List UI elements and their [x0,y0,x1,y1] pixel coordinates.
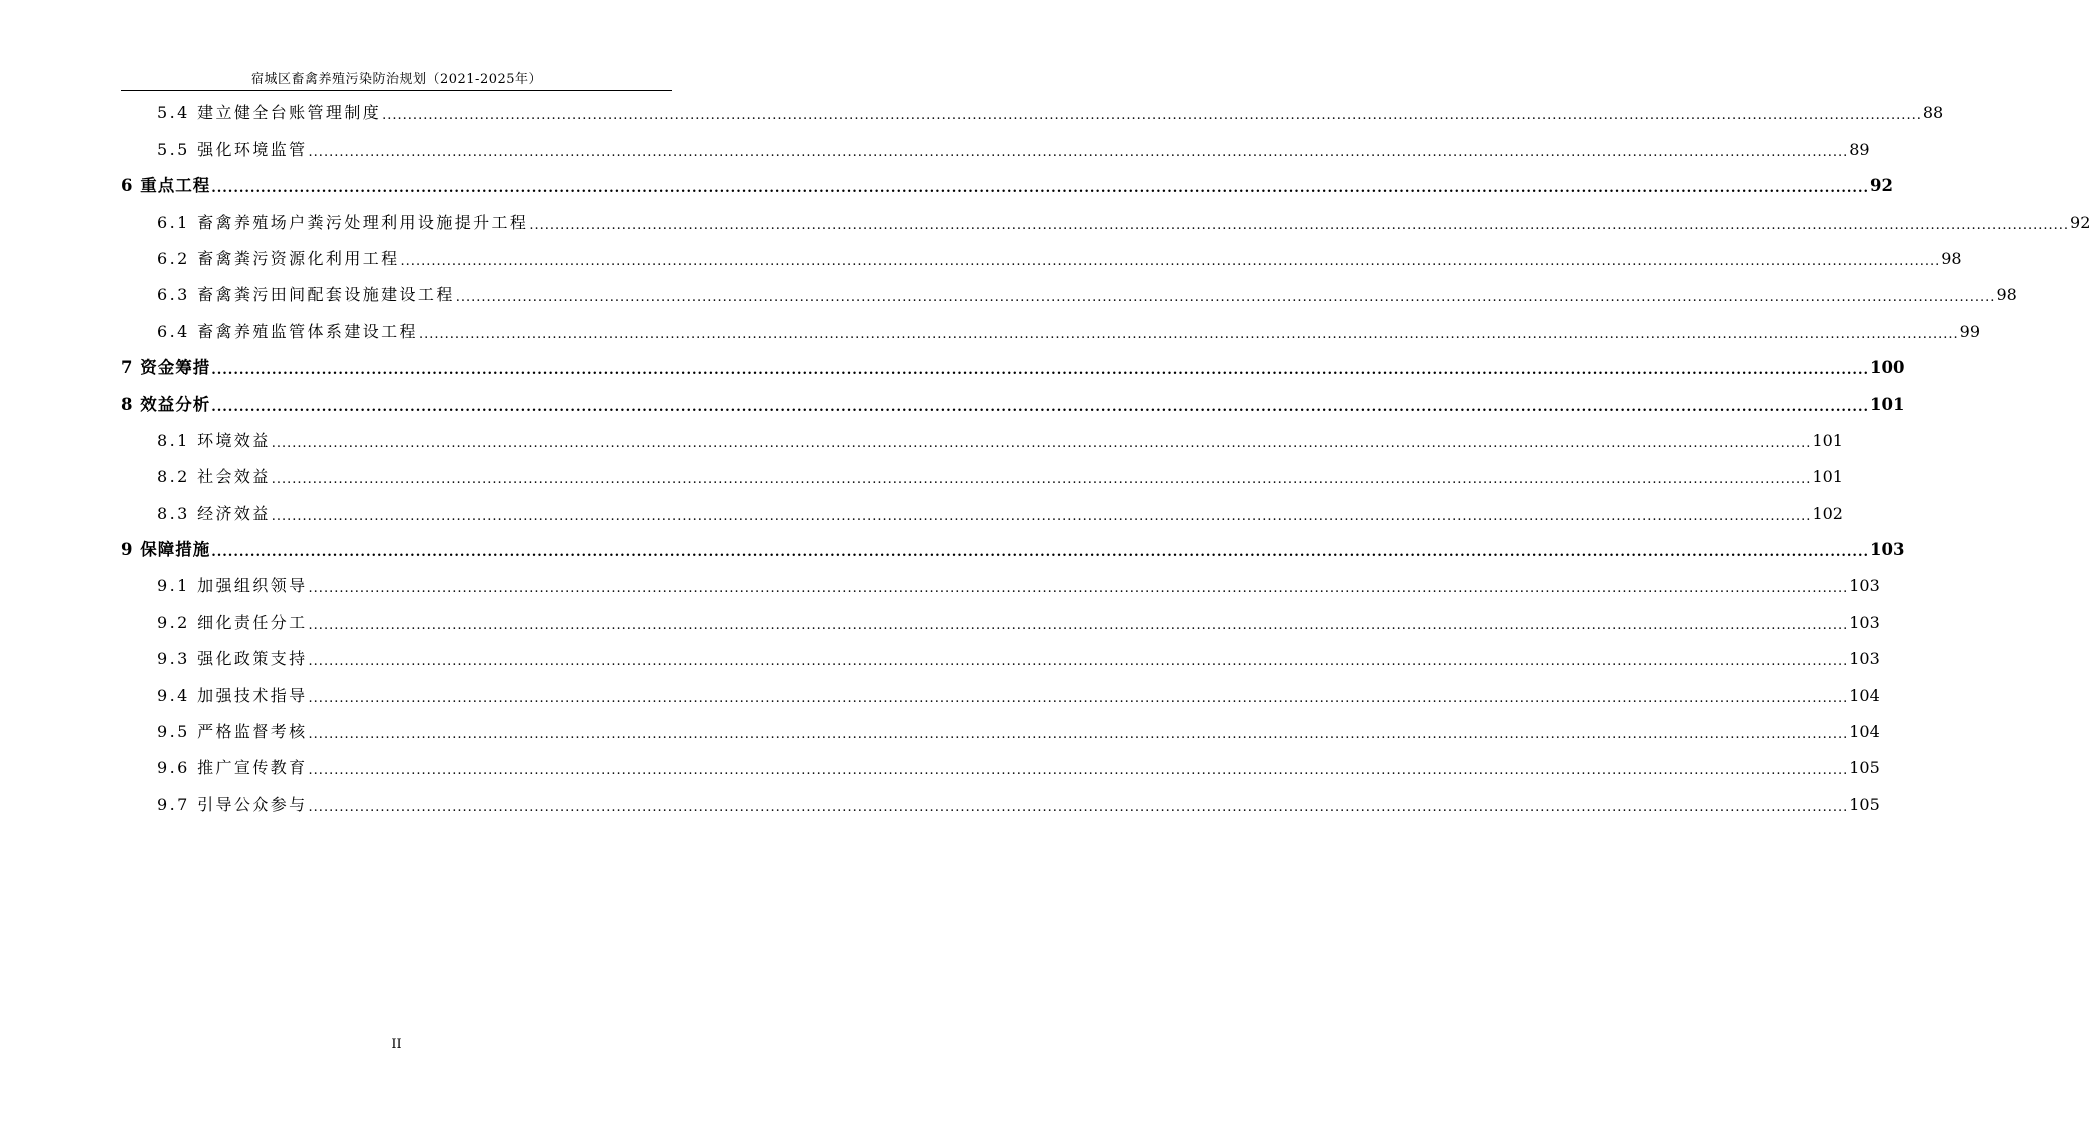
toc-leader-dots: ............................................................................................................................................................................................................................................................................................................ [308,727,1849,743]
toc-chapter-entry[interactable] [121,164,1893,200]
toc-leader-dots: ............................................................................................................................................................................................................................................................................................................ [211,181,1869,197]
toc-section-entry[interactable] [121,491,1843,527]
toc-entry-label: 7 资金筹措 [121,358,211,378]
toc-entry-label: 9.6 推广宣传教育 [157,758,308,778]
toc-entry-label: 6.3 畜禽粪污田间配套设施建设工程 [157,285,455,305]
toc-entry-page: 104 [1849,685,1880,705]
toc-leader-dots: ............................................................................................................................................................................................................................................................................................................ [455,290,1996,306]
toc-leader-dots: ............................................................................................................................................................................................................................................................................................................ [308,581,1849,597]
toc-entry-page: 88 [1922,103,1944,123]
toc-section-entry[interactable] [121,237,1962,273]
toc-section-entry[interactable] [121,91,1944,127]
toc-entry-label: 9.4 加强技术指导 [157,685,308,705]
toc-section-entry[interactable] [121,419,1843,455]
toc-leader-dots: ............................................................................................................................................................................................................................................................................................................ [211,399,1869,415]
toc-entry-label: 8.3 经济效益 [157,503,271,523]
toc-entry-label: 6 重点工程 [121,176,211,196]
toc-entry-label: 9 保障措施 [121,540,211,560]
toc-leader-dots: ............................................................................................................................................................................................................................................................................................................ [382,108,1922,124]
toc-entry-label: 6.1 畜禽养殖场户粪污处理利用设施提升工程 [157,212,529,232]
toc-leader-dots: ............................................................................................................................................................................................................................................................................................................ [308,799,1849,815]
toc-entry-label: 9.7 引导公众参与 [157,794,308,814]
toc-entry-page: 103 [1849,649,1880,669]
toc-entry-label: 5.4 建立健全台账管理制度 [157,103,382,123]
table-of-contents [121,91,2090,819]
toc-entry-page: 104 [1849,722,1880,742]
toc-section-entry[interactable] [121,127,1870,163]
toc-section-entry[interactable] [121,273,2017,309]
toc-entry-page: 92 [1870,176,1893,196]
toc-entry-label: 9.2 细化责任分工 [157,612,308,632]
toc-leader-dots: ............................................................................................................................................................................................................................................................................................................ [308,144,1849,160]
toc-entry-page: 99 [1959,321,1980,341]
toc-entry-label: 6.4 畜禽养殖监管体系建设工程 [157,321,418,341]
toc-section-entry[interactable] [121,200,2090,236]
toc-leader-dots: ............................................................................................................................................................................................................................................................................................................ [308,654,1849,670]
toc-entry-label: 8.1 环境效益 [157,430,271,450]
toc-entry-page: 102 [1812,503,1843,523]
toc-leader-dots: ............................................................................................................................................................................................................................................................................................................ [271,508,1812,524]
toc-chapter-entry[interactable] [121,382,1905,418]
toc-entry-label: 6.2 畜禽粪污资源化利用工程 [157,248,400,268]
toc-chapter-entry[interactable] [121,528,1905,564]
toc-section-entry[interactable] [121,746,1880,782]
toc-section-entry[interactable] [121,782,1880,818]
toc-leader-dots: ............................................................................................................................................................................................................................................................................................................ [529,217,2070,233]
toc-section-entry[interactable] [121,710,1880,746]
toc-leader-dots: ............................................................................................................................................................................................................................................................................................................ [400,253,1941,269]
toc-entry-page: 101 [1812,430,1843,450]
toc-entry-page: 92 [2070,212,2090,232]
toc-entry-page: 101 [1812,467,1843,487]
toc-entry-page: 103 [1870,540,1905,560]
toc-entry-label: 8 效益分析 [121,394,211,414]
toc-section-entry[interactable] [121,600,1880,636]
toc-leader-dots: ............................................................................................................................................................................................................................................................................................................ [211,545,1869,561]
toc-leader-dots: ............................................................................................................................................................................................................................................................................................................ [308,763,1849,779]
toc-entry-page: 105 [1849,758,1880,778]
toc-leader-dots: ............................................................................................................................................................................................................................................................................................................ [211,363,1869,379]
toc-entry-page: 89 [1849,139,1870,159]
toc-entry-label: 5.5 强化环境监管 [157,139,308,159]
toc-entry-page: 101 [1870,394,1905,414]
page-number: II [391,1037,402,1052]
toc-leader-dots: ............................................................................................................................................................................................................................................................................................................ [308,617,1849,633]
toc-leader-dots: ............................................................................................................................................................................................................................................................................................................ [308,690,1849,706]
toc-section-entry[interactable] [121,455,1843,491]
toc-leader-dots: ............................................................................................................................................................................................................................................................................................................ [418,326,1959,342]
toc-section-entry[interactable] [121,673,1880,709]
toc-entry-page: 98 [1941,248,1962,268]
toc-leader-dots: ............................................................................................................................................................................................................................................................................................................ [271,472,1812,488]
toc-section-entry[interactable] [121,637,1880,673]
toc-entry-page: 100 [1870,358,1905,378]
toc-entry-label: 8.2 社会效益 [157,467,271,487]
toc-entry-page: 98 [1996,285,2017,305]
toc-entry-label: 9.5 严格监督考核 [157,722,308,742]
page-header: 宿城区畜禽养殖污染防治规划（2021-2025年） [250,72,543,87]
toc-section-entry[interactable] [121,309,1980,345]
toc-entry-label: 9.1 加强组织领导 [157,576,308,596]
toc-entry-page: 103 [1849,576,1880,596]
toc-section-entry[interactable] [121,564,1880,600]
toc-entry-page: 103 [1849,612,1880,632]
toc-entry-label: 9.3 强化政策支持 [157,649,308,669]
toc-entry-page: 105 [1849,794,1880,814]
toc-leader-dots: ............................................................................................................................................................................................................................................................................................................ [271,435,1812,451]
toc-chapter-entry[interactable] [121,346,1905,382]
